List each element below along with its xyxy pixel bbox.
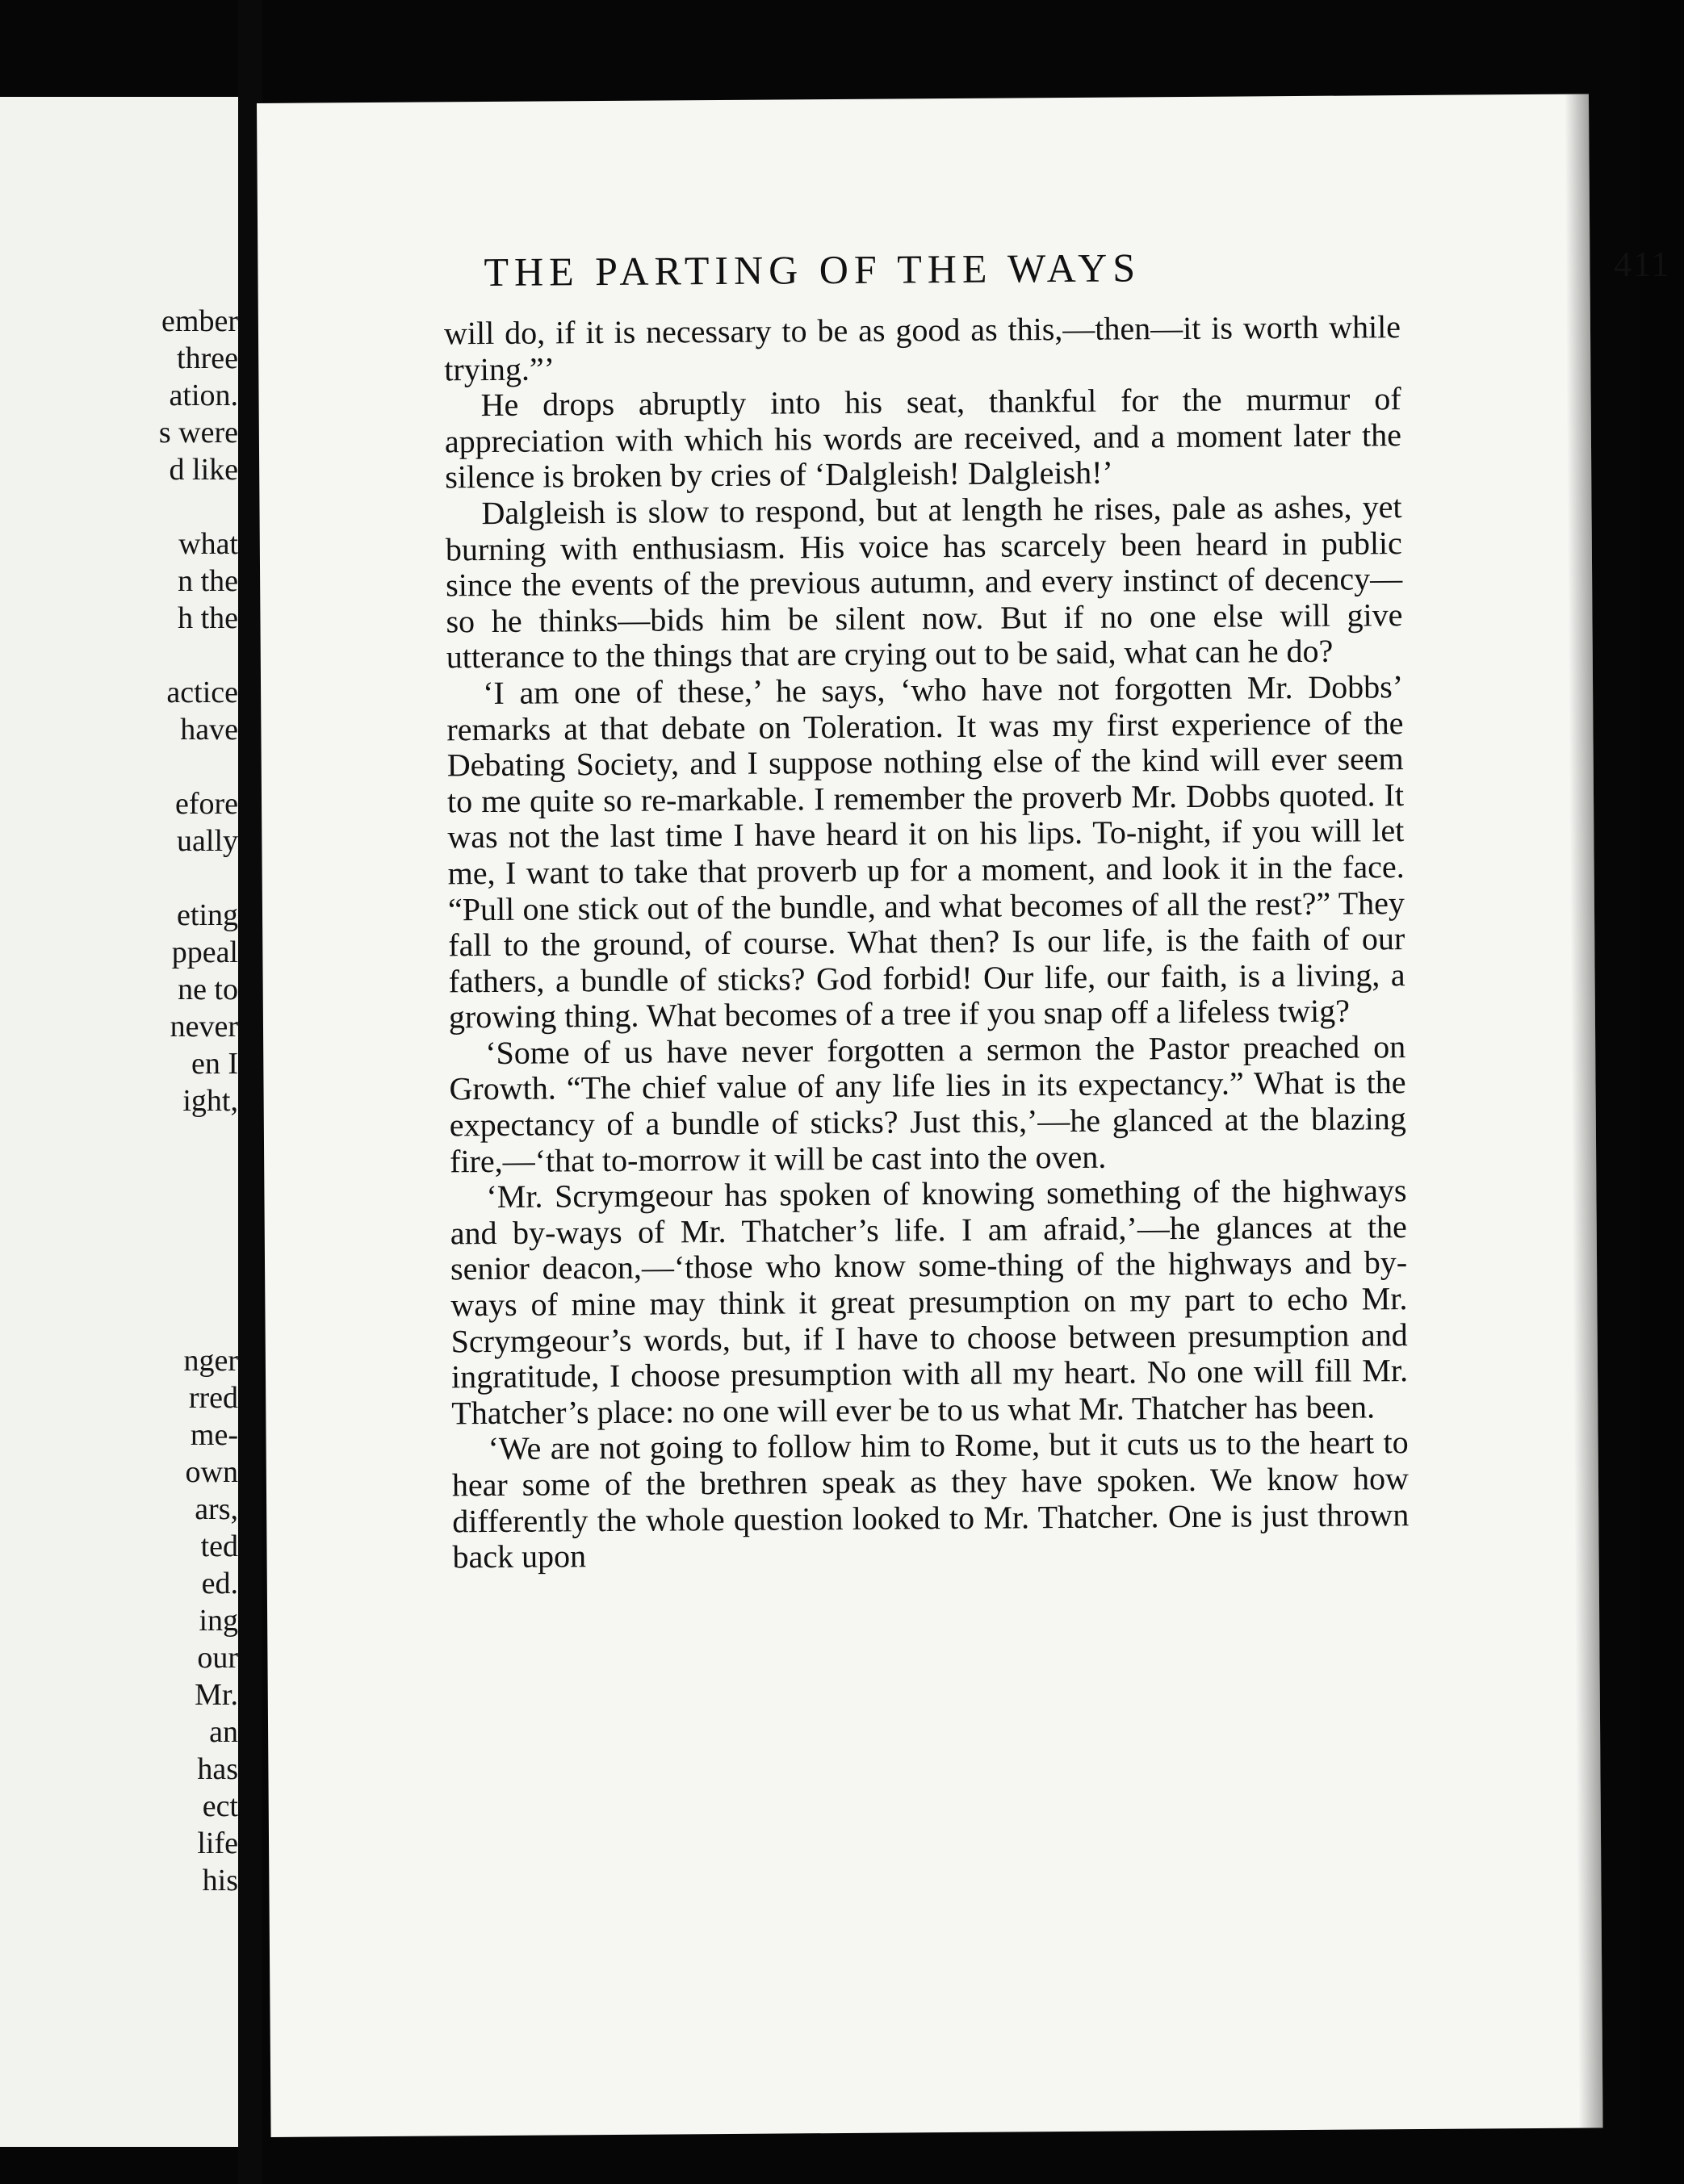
body-text [444,309,1410,1575]
left-page-line-fragment [159,1305,238,1342]
left-page-line-fragment: efore [174,787,238,821]
left-page-line-fragment [159,1157,238,1194]
left-page-line-fragment: me- [190,1418,238,1452]
paragraph: ‘I am one of these,’ he says, ‘who have not forgotten Mr. Dobbs’ remarks at that debate on Toleration. It was my first experience of the Debating Society, and I suppose nothing else of the kind will ever seem to me quite so re-markable. I remember the proverb Mr. Dobbs quoted. It was not the last time I have heard it on his lips. To-night, if you will let me, I want to take that proverb up for a moment, and look it in the face. “Pull one stick out of the bundle, and what becomes of all the rest?” They fall to the ground, of course. What then? Is our life, is the faith of our fathers, a bundle of sticks? God forbid! Our life, our faith, is a living, a growing thing. What becomes of a tree if you snap off a lifeless twig? [446,668,1405,1036]
left-page-line-fragment: ars, [195,1492,238,1526]
left-page-line-fragment: d like [169,453,238,487]
left-page-line-fragment [159,1231,238,1268]
left-page-line-fragment: ted [200,1529,238,1563]
left-page-line-fragment [159,1194,238,1231]
left-page-line-fragments [159,303,238,1899]
left-page-line-fragment: what [178,527,238,561]
left-page-line-fragment: h the [178,601,238,635]
left-page-line-fragment: ually [177,824,238,858]
left-page-line-fragment: nger [183,1344,238,1378]
left-page-line-fragment: own [185,1455,238,1489]
left-page-line-fragment [159,748,238,785]
left-page-line-fragment: ation. [169,379,238,412]
left-page-line-fragment: life [197,1826,238,1860]
left-page-line-fragment: s were [158,416,238,450]
left-page-line-fragment: an [209,1715,238,1749]
left-page-line-fragment [159,1119,238,1157]
paragraph: Dalgleish is slow to respond, but at length he rises, pale as ashes, yet burning with enthusiasm. His voice has scarcely been heard in public since the events of the previous autumn, and every instinct of decency—so he thinks—bids him be silent now. But if no one else will give utterance to the things that are crying out to be said, what can he do? [445,488,1403,676]
paragraph: ‘Mr. Scrymgeour has spoken of knowing something of the highways and by-ways of Mr. Thatcher’s life. I am afraid,’—he glances at the senior deacon,—‘those who know some-thing of the highways and by-ways of mine may think it great presumption on my part to echo Mr. Scrymgeour’s words, but, if I have to choose between presumption and ingratitude, I choose presumption with all my heart. No one will fill Mr. Thatcher’s place: no one will ever be to us what Mr. Thatcher has been. [450,1172,1409,1432]
left-page-line-fragment: ight, [182,1084,238,1118]
left-page-line-fragment: Mr. [195,1678,238,1712]
paragraph: will do, if it is necessary to be as good as this,—then—it is worth while trying.”’ [443,308,1401,387]
left-page-line-fragment: ne to [178,973,238,1006]
left-page-line-fragment [159,637,238,674]
running-head-title: THE PARTING OF THE WAYS [484,245,1142,295]
left-page-line-fragment: have [180,713,238,747]
running-head [484,241,1670,305]
left-page-line-fragment: ember [161,304,238,338]
left-page-line-fragment [159,1268,238,1305]
left-page-line-fragment: en I [191,1047,238,1081]
right-page [257,94,1671,2136]
left-page-line-fragment: ppeal [171,935,238,969]
left-page-line-fragment: rred [188,1381,238,1415]
left-page-line-fragment: has [197,1752,238,1786]
left-page-line-fragment: eting [177,898,238,932]
paragraph: ‘We are not going to follow him to Rome, but it cuts us to the heart to hear some of the brethren speak as they have spoken. We know how differently the whole question looked to Mr. Thatcher. One is just thrown back upon [451,1424,1410,1575]
left-page-line-fragment: never [170,1010,238,1044]
left-page [0,97,238,2147]
left-page-line-fragment: n the [178,564,238,598]
paragraph: He drops abruptly into his seat, thankful for the murmur of appreciation with which his words are received, and a moment later the silence is broken by cries of ‘Dalgleish! Dalgleish!’ [444,380,1402,496]
left-page-line-fragment: ect [202,1789,238,1823]
page-number: 411 [1613,244,1671,285]
left-page-line-fragment: ing [199,1604,238,1638]
paragraph: ‘Some of us have never forgotten a sermon the Pastor preached on Growth. “The chief value of any life lies in its expectancy.” What is the expectancy of a bundle of sticks? Just this,’—he glanced at the blazing fire,—‘that to-morrow it will be cast into the oven. [449,1027,1406,1180]
left-page-line-fragment: three [177,341,238,375]
left-page-line-fragment [159,860,238,897]
left-page-line-fragment: his [202,1864,238,1897]
left-page-line-fragment: our [197,1641,238,1675]
left-page-line-fragment: actice [166,676,238,709]
left-page-line-fragment: ed. [201,1567,238,1600]
page-edge-shadow [1565,94,1603,2128]
left-page-line-fragment [159,488,238,525]
